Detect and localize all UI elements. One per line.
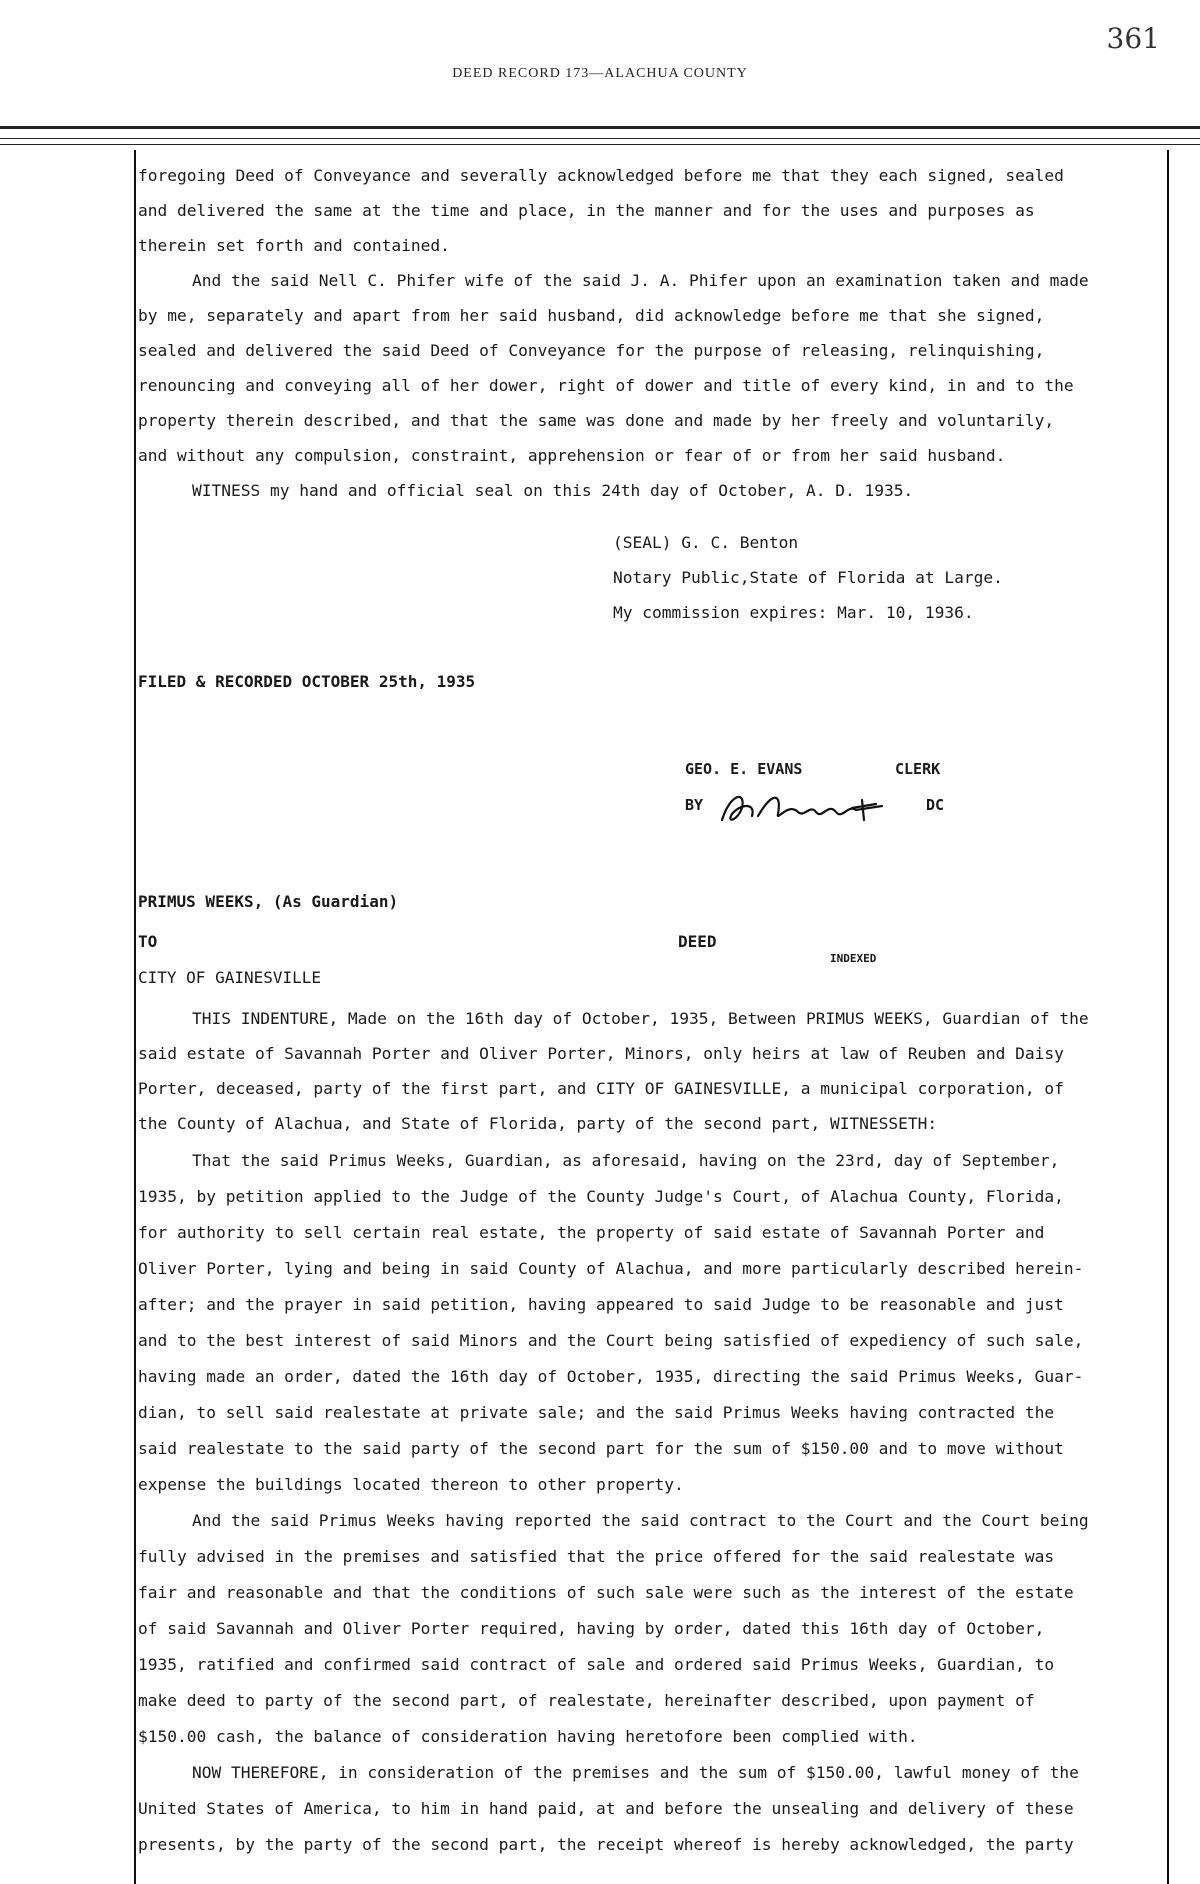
- text-line: dian, to sell said realestate at private sale; and the said Primus Weeks having contracted the: [138, 1403, 1055, 1422]
- text-line: said estate of Savannah Porter and Oliver Porter, Minors, only heirs at law of Reuben and Daisy: [138, 1044, 1064, 1063]
- text-line: presents, by the party of the second part, the receipt whereof is hereby acknowledged, the party: [138, 1835, 1074, 1854]
- text-line: sealed and delivered the said Deed of Conveyance for the purpose of releasing, relinquishing,: [138, 341, 1045, 360]
- text-line: and delivered the same at the time and place, in the manner and for the uses and purposes as: [138, 201, 1035, 220]
- notary-commission: My commission expires: Mar. 10, 1936.: [613, 603, 974, 622]
- text-line: WITNESS my hand and official seal on this 24th day of October, A. D. 1935.: [192, 481, 914, 500]
- text-line: $150.00 cash, the balance of consideration having heretofore been complied with.: [138, 1727, 918, 1746]
- indexed-stamp: INDEXED: [830, 952, 877, 965]
- text-line: having made an order, dated the 16th day of October, 1935, directing the said Primus Weeks, Guar-: [138, 1367, 1084, 1386]
- deputy-label: DC: [926, 796, 945, 814]
- text-line: NOW THEREFORE, in consideration of the premises and the sum of $150.00, lawful money of the: [192, 1763, 1079, 1782]
- notary-title: Notary Public,State of Florida at Large.: [613, 568, 1003, 587]
- text-line: United States of America, to him in hand paid, at and before the unsealing and delivery of these: [138, 1799, 1074, 1818]
- notary-name: (SEAL) G. C. Benton: [613, 533, 799, 552]
- text-line: the County of Alachua, and State of Florida, party of the second part, WITNESSETH:: [138, 1114, 938, 1133]
- text-line: said realestate to the said party of the second part for the sum of $150.00 and to move without: [138, 1439, 1064, 1458]
- text-line: 1935, by petition applied to the Judge of the County Judge's Court, of Alachua County, Florida,: [138, 1187, 1064, 1206]
- header-rule: [0, 144, 1200, 145]
- header-rule: [0, 126, 1200, 129]
- filed-recorded-line: FILED & RECORDED OCTOBER 25th, 1935: [138, 672, 476, 691]
- text-line: Porter, deceased, party of the first part, and CITY OF GAINESVILLE, a municipal corporation, of: [138, 1079, 1064, 1098]
- text-line: fully advised in the premises and satisfied that the price offered for the said realestate was: [138, 1547, 1055, 1566]
- running-head: DEED RECORD 173—ALACHUA COUNTY: [452, 66, 748, 81]
- text-line: after; and the prayer in said petition, having appeared to said Judge to be reasonable and just: [138, 1295, 1064, 1314]
- deed-type-heading: DEED: [678, 932, 717, 951]
- text-line: That the said Primus Weeks, Guardian, as aforesaid, having on the 23rd, day of September,: [192, 1151, 1060, 1170]
- text-line: renouncing and conveying all of her dower, right of dower and title of every kind, in and to the: [138, 376, 1074, 395]
- text-line: Oliver Porter, lying and being in said County of Alachua, and more particularly described herein-: [138, 1259, 1084, 1278]
- text-line: property therein described, and that the same was done and made by her freely and voluntarily,: [138, 411, 1055, 430]
- text-line: fair and reasonable and that the conditions of such sale were such as the interest of the estate: [138, 1583, 1074, 1602]
- to-heading: TO: [138, 932, 158, 951]
- deputy-signature: [712, 786, 912, 832]
- text-line: And the said Nell C. Phifer wife of the said J. A. Phifer upon an examination taken and made: [192, 271, 1089, 290]
- page-number: 361: [1106, 22, 1160, 55]
- text-line: 1935, ratified and confirmed said contract of sale and ordered said Primus Weeks, Guardian, to: [138, 1655, 1055, 1674]
- header-rule: [0, 138, 1200, 139]
- text-line: therein set forth and contained.: [138, 236, 450, 255]
- text-line: and without any compulsion, constraint, apprehension or fear of or from her said husband.: [138, 446, 1006, 465]
- text-line: make deed to party of the second part, of realestate, hereinafter described, upon payment of: [138, 1691, 1035, 1710]
- text-line: THIS INDENTURE, Made on the 16th day of October, 1935, Between PRIMUS WEEKS, Guardian of the: [192, 1009, 1089, 1028]
- text-line: And the said Primus Weeks having reported the said contract to the Court and the Court being: [192, 1511, 1089, 1530]
- clerk-name: GEO. E. EVANS: [685, 760, 803, 778]
- by-label: BY: [685, 796, 704, 814]
- grantee-heading: CITY OF GAINESVILLE: [138, 968, 322, 987]
- clerk-title: CLERK: [895, 760, 941, 778]
- text-line: by me, separately and apart from her said husband, did acknowledge before me that she signed,: [138, 306, 1045, 325]
- left-margin-rule: [134, 150, 136, 1884]
- text-line: of said Savannah and Oliver Porter required, having by order, dated this 16th day of October,: [138, 1619, 1045, 1638]
- text-line: for authority to sell certain real estate, the property of said estate of Savannah Porter and: [138, 1223, 1045, 1242]
- text-line: and to the best interest of said Minors and the Court being satisfied of expediency of such sale,: [138, 1331, 1084, 1350]
- grantor-heading: PRIMUS WEEKS, (As Guardian): [138, 892, 399, 911]
- text-line: foregoing Deed of Conveyance and severally acknowledged before me that they each signed, sealed: [138, 166, 1064, 185]
- clerk-line: [685, 760, 940, 778]
- text-line: expense the buildings located thereon to other property.: [138, 1475, 684, 1494]
